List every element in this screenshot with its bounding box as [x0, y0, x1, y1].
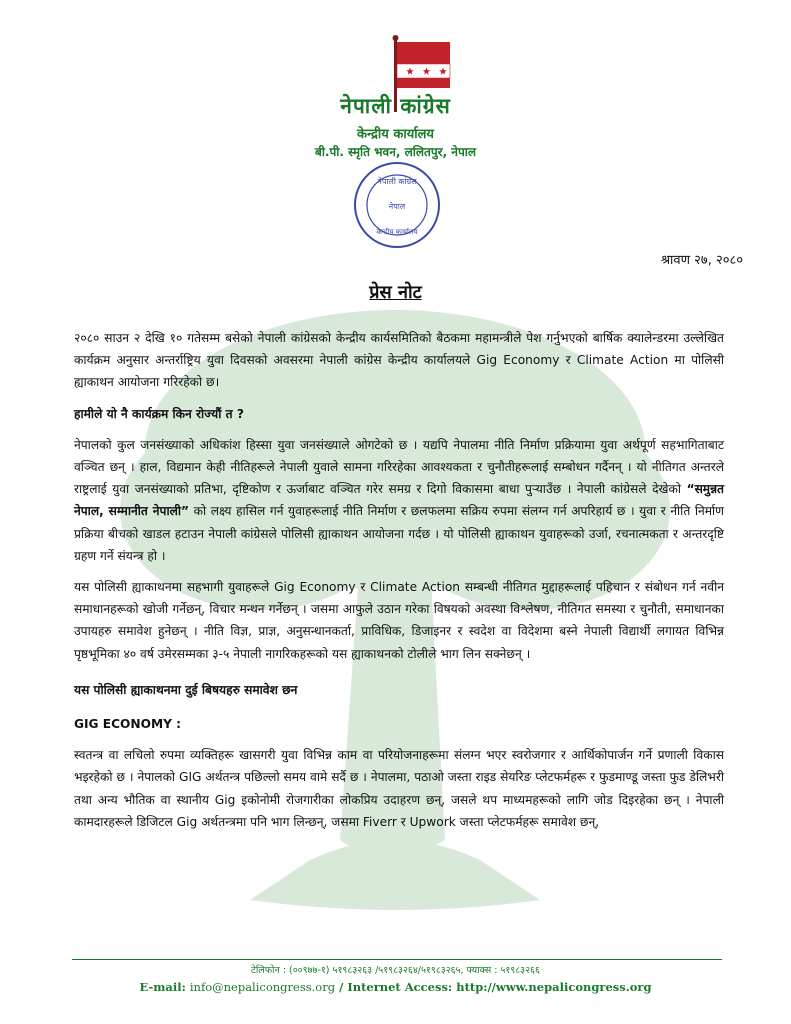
slogan-quote: “समुन्नत नेपाल, सम्मानीत नेपाली”: [74, 482, 724, 519]
seal-text-middle: नेपाल: [388, 202, 406, 211]
why-paragraph: [74, 434, 724, 567]
email-link[interactable]: info@nepalicongress.org: [189, 980, 336, 994]
topics-heading: यस पोलिसी ह्याकाथनमा दुई बिषयहरु समावेश छन: [74, 682, 298, 697]
footer-separator: /: [339, 980, 344, 994]
intro-paragraph: २०८० साउन २ देखि १० गतेसम्म बसेको नेपाली कांग्रेसको केन्द्रीय कार्यसमितिको बैठकमा महामन्त्रीले पेश गर्नुभएको बार्षिक क्यालेन्डरमा उल्लेखित कार्यक्रम अनुसार अन्तर्राष्ट्रिय युवा दिवसको अवसरमा नेपाली कांग्रेस केन्द्रीय कार्यालयले Gig Economy र Climate Action मा पोलिसी ह्याकाथन आयोजना गरिरहेको छ।: [74, 331, 724, 390]
org-name: नेपाली कांग्रेस: [340, 94, 451, 118]
internet-label: Internet Access:: [347, 980, 453, 994]
official-seal-icon: [352, 160, 442, 250]
office-address: बी.पी. स्मृति भवन, ललितपुर, नेपाल: [314, 145, 477, 159]
website-link[interactable]: http://www.nepalicongress.org: [456, 980, 652, 994]
document-body: [74, 327, 724, 842]
footer-divider: [72, 959, 722, 960]
seal-text-top: नेपाली कांग्रेस: [377, 177, 417, 186]
gig-paragraph: स्वतन्त्र वा लचिलो रुपमा व्यक्तिहरू खासगरी युवा विभिन्न काम वा परियोजनाहरूमा संलग्न भएर स्वरोजगार र आर्थिकोपार्जन गर्ने प्रणाली विकास भइरहेको छ । नेपालको GIG अर्थतन्त्र पछिल्लो समय वामे सर्दै छ । नेपालमा, पठाओ जस्ता राइड सेयरिङ प्लेटफर्महरू र फुडमाण्डू जस्ता फुड डेलिभरी तथा अन्य भौतिक वा स्थानीय Gig इकोनोमी रोजगारीका लोकप्रिय उदाहरण छन्, जसले थप माध्यमहरूको लागि जोड दिइरहेका छन् । नेपाली कामदारहरूले डिजिटल Gig अर्थतन्त्रमा पनि भाग लिन्छन्, जसमा Fiverr र Upwork जस्ता प्लेटफर्महरू समावेश छन्,: [74, 748, 724, 829]
page-title: प्रेस नोट: [369, 282, 422, 303]
hackathon-paragraph: यस पोलिसी ह्याकाथनमा सहभागी युवाहरूले Gig Economy र Climate Action सम्बन्धी नीतिगत मुद्दाहरूलाई पहिचान र संबोधन गर्न नवीन समाधानहरूको खोजी गर्नेछन्, विचार मन्थन गर्नेछन् । जसमा आफुले उठान गरेका विषयको अवस्था विश्लेषण, नीतिगत समस्या र चुनौती, समाधानका उपायहरु समावेश हुनेछन् । नीति विज्ञ, प्राज्ञ, अनुसन्धानकर्ता, प्राविधिक, डिजाइनर र स्वदेश वा विदेशमा बस्ने नेपाली विद्यार्थी लगायत विभिन्न पृष्ठभूमिका ४० वर्ष उमेरसम्मका ३-५ नेपाली नागरिकहरूको यस ह्याकाथनको टोलीले भाग लिन सक्नेछन् ।: [74, 580, 724, 661]
gig-heading: GIG ECONOMY :: [74, 717, 182, 732]
office-name: केन्द्रीय कार्यालय: [357, 127, 434, 142]
footer-contact: [0, 980, 791, 994]
why-text-part1: नेपालको कुल जनसंख्याको अधिकांश हिस्सा युवा जनसंख्याले ओगटेको छ । यद्यपि नेपालमा नीति निर्माण प्रक्रियामा युवा अर्थपूर्ण सहभागिताबाट वञ्चित छन् । हाल, विद्यमान केही नीतिहरूले नेपाली युवाले सामना गरिरहेका आवश्यकता र चुनौतीहरूलाई सम्बोधन गर्दैनन् । यो नीतिगत अन्तरले राष्ट्रलाई युवा जनसंख्याको प्रतिभा, दृष्टिकोण र ऊर्जाबाट वञ्चित गरेर समग्र र दिगो विकासमा बाधा पुर्‍याउँछ । नेपाली कांग्रेसले देखेको: [74, 437, 724, 497]
why-heading: हामीले यो नै कार्यक्रम किन रोज्यौं त ?: [74, 406, 244, 421]
email-label: E-mail:: [139, 980, 186, 994]
why-text-part2: को लक्ष्य हासिल गर्न युवाहरूलाई नीति निर्माण र छलफलमा सक्रिय रुपमा संलग्न गर्न अपरिहार्य छ । युवा र नीति निर्माण प्रक्रिया बीचको खाडल हटाउन नेपाली कांग्रेसले पोलिसी ह्याकाथन आयोजना गर्दछ । यो पोलिसी ह्याकाथन युवाहरूको उर्जा, रचनात्मकता र अन्तरदृष्टि ग्रहण गर्ने संयन्त्र हो ।: [74, 504, 724, 563]
footer-phone: टेलिफोन : (००९७७-१) ५१९८३२६३ /५१९८३२६४/५१९८३२६५, फ्याक्स : ५१९८३२६६: [251, 965, 540, 976]
document-date: श्रावण २७, २०८०: [660, 253, 743, 268]
seal-text-bottom: केन्द्रीय कार्यालय: [376, 228, 418, 236]
